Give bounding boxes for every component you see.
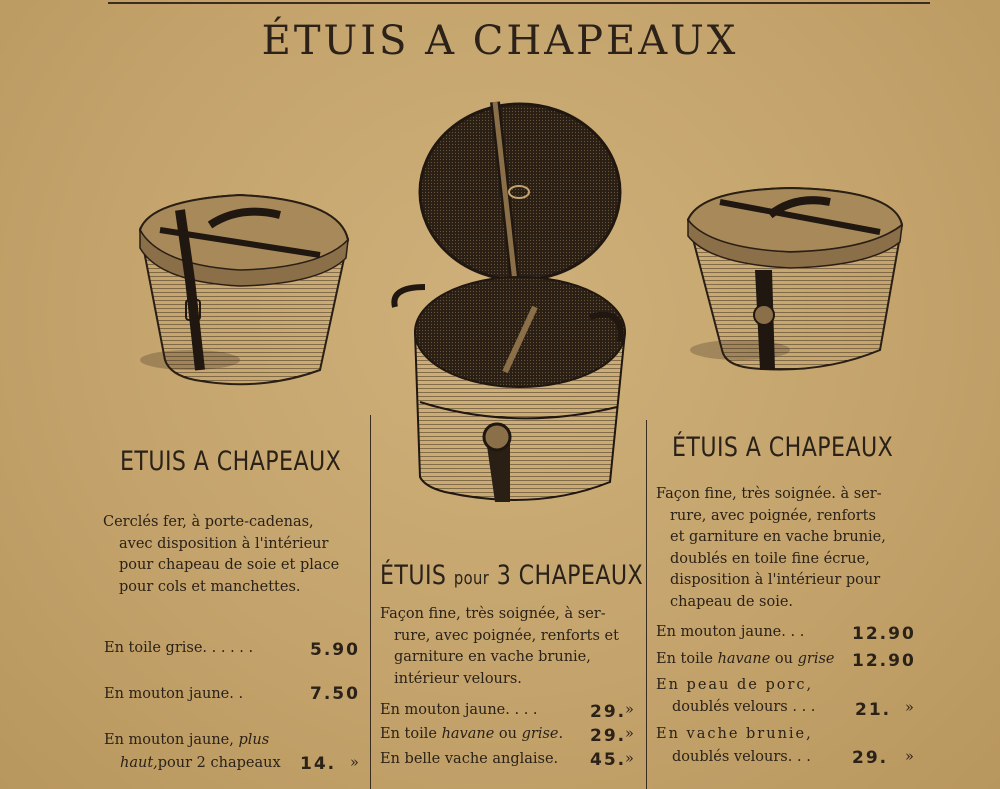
right-price-porc-tail: » (905, 700, 914, 716)
left-price-haut: 14. (300, 754, 337, 774)
left-description (103, 512, 365, 598)
left-price-row-haut-line1 (104, 732, 269, 748)
price-label-italic: havane (441, 726, 495, 742)
price-label-italic: havane (717, 651, 771, 667)
middle-heading (380, 560, 643, 591)
desc-line: disposition à l'intérieur pour (670, 572, 881, 588)
left-price-mouton: 7.50 (310, 684, 360, 704)
right-price-row-vache-line1: En vache brunie, (656, 726, 813, 742)
price-label: En toile (380, 726, 442, 742)
heading-part: 3 CHAPEAUX (496, 560, 644, 591)
left-price-toile: 5.90 (310, 640, 360, 660)
left-price-haut-tail: » (350, 755, 359, 771)
right-price-row-toile (656, 651, 834, 667)
desc-line: pour chapeau de soie et place (119, 557, 340, 573)
middle-price-mouton: 29. (590, 702, 627, 722)
middle-price-row-vache (380, 751, 558, 767)
column-divider-right (646, 420, 647, 789)
price-label: En mouton jaune. . . (656, 624, 805, 640)
hatbox-open-middle-illustration (385, 92, 635, 512)
desc-line: intérieur velours. (394, 670, 522, 687)
right-price-toile: 12.90 (852, 651, 916, 671)
desc-line: Façon fine, très soignée, à ser- (380, 606, 606, 622)
price-label-italic: grise. (521, 726, 564, 742)
hatbox-closed-left-illustration (120, 180, 360, 400)
heading-part: ÉTUIS (380, 560, 447, 591)
right-price-porc: 21. (855, 700, 892, 720)
middle-price-row-toile (380, 726, 563, 742)
left-price-row-toile (104, 640, 253, 656)
desc-line: rure, avec poignée, renforts (670, 507, 876, 524)
price-label-italic: haut, (120, 755, 158, 771)
price-label: ou (494, 726, 522, 742)
desc-line: garniture en vache brunie, (394, 649, 591, 665)
middle-price-toile-tail: » (625, 726, 634, 742)
middle-price-row-mouton (380, 702, 538, 718)
price-label-italic: plus (238, 732, 270, 748)
price-label: En toile (656, 651, 718, 667)
page-title: ÉTUIS A CHAPEAUX (261, 18, 739, 64)
right-price-vache-tail: » (905, 749, 914, 765)
desc-line: avec disposition à l'intérieur (119, 535, 329, 552)
heading-part: pour (453, 568, 490, 589)
top-rule (108, 2, 930, 4)
right-price-mouton: 12.90 (852, 624, 916, 644)
middle-price-toile: 29. (590, 726, 627, 746)
desc-line: rure, avec poignée, renforts et (394, 627, 619, 644)
right-description (656, 484, 914, 613)
middle-price-mouton-tail: » (625, 702, 634, 718)
right-price-row-mouton (656, 624, 804, 640)
price-label: En toile grise. . . . . . (104, 640, 254, 656)
middle-price-vache-tail: » (625, 751, 634, 767)
left-price-row-haut-line2 (120, 755, 281, 771)
price-label: En mouton jaune. . (104, 686, 244, 702)
price-label: En mouton jaune. . . . (380, 702, 538, 718)
price-label-italic: grise (797, 651, 835, 667)
left-heading: ETUIS A CHAPEAUX (120, 446, 342, 477)
desc-line: Cerclés fer, à porte-cadenas, (103, 514, 314, 530)
desc-line: pour cols et manchettes. (119, 578, 301, 595)
price-label: pour 2 chapeaux (157, 755, 281, 771)
desc-line: doublés en toile fine écrue, (670, 550, 870, 567)
right-heading: ÉTUIS A CHAPEAUX (672, 432, 894, 463)
middle-price-vache: 45. (590, 750, 627, 770)
left-price-row-mouton (104, 686, 243, 702)
price-label: ou (770, 651, 798, 667)
hatbox-closed-right-illustration (680, 180, 910, 380)
desc-line: et garniture en vache brunie, (670, 529, 886, 545)
column-divider-left (370, 415, 371, 789)
middle-description (380, 604, 638, 690)
right-price-vache: 29. (852, 748, 889, 768)
desc-line: Façon fine, très soignée. à ser- (656, 486, 882, 502)
right-price-row-porc-line2: doublés velours . . . (672, 699, 816, 715)
right-price-row-vache-line2: doublés velours. . . (672, 749, 811, 765)
price-label: En mouton jaune, (104, 732, 239, 748)
price-label: En belle vache anglaise. (380, 751, 559, 767)
desc-line: chapeau de soie. (670, 593, 794, 610)
right-price-row-porc-line1: En peau de porc, (656, 677, 814, 693)
